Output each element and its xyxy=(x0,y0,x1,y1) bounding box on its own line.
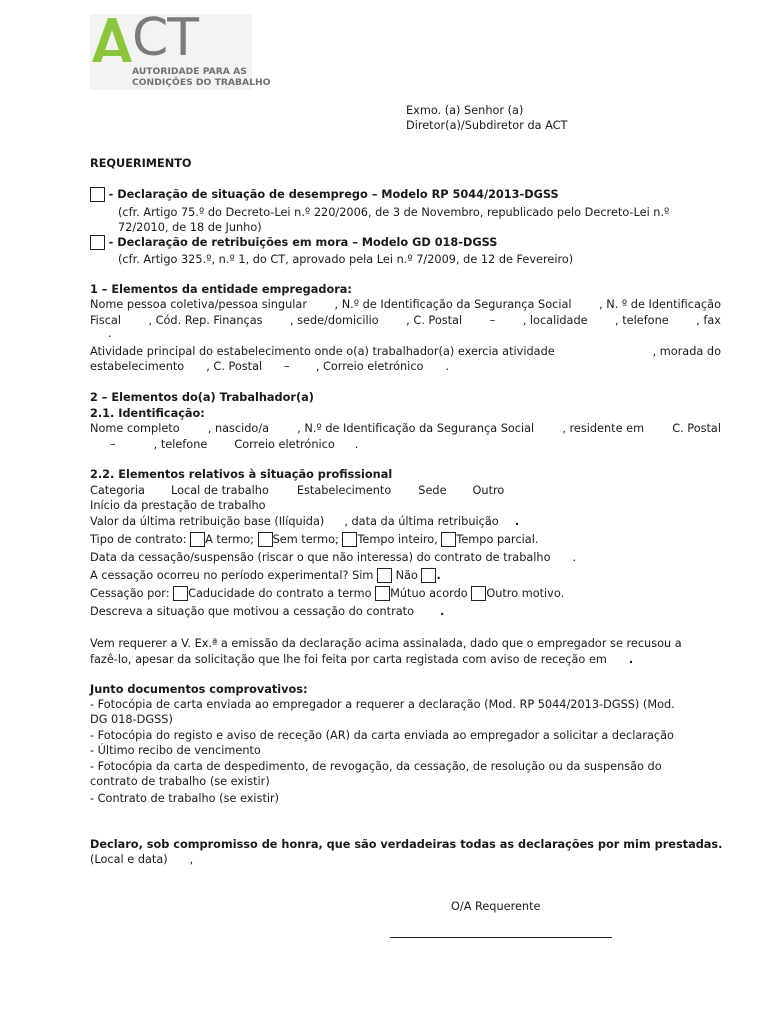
act-logo xyxy=(90,8,271,90)
addressee-line-1: Exmo. (a) Senhor (a) xyxy=(406,104,524,117)
document-item: DG 018-DGSS) xyxy=(90,713,173,726)
section-1-heading: 1 – Elementos da entidade empregadora: xyxy=(90,283,352,296)
termination-reason-line: Cessação por: Caducidade do contrato a termo Mútuo acordo Outro motivo. xyxy=(90,587,565,600)
work-start-line: Início da prestação de trabalho xyxy=(90,499,266,512)
section-2-1-heading: 2.1. Identificação: xyxy=(90,407,205,420)
worker-line-1: Nome completo , nascido/a , N.º de Identificação da Segurança Social , residente em C. Postal xyxy=(90,422,721,435)
logo-ct-text: CT xyxy=(132,8,199,68)
signature-line[interactable] xyxy=(390,937,612,938)
addressee-line-2: Diretor(a)/Subdiretor da ACT xyxy=(406,119,568,132)
declaration-text: Declaro, sob compromisso de honra, que são verdadeiras todas as declarações por mim prestadas. xyxy=(90,838,723,851)
contract-type-line: Tipo de contrato: A termo; Sem termo; Tempo inteiro, Tempo parcial. xyxy=(90,533,539,546)
probation-no-checkbox[interactable] xyxy=(421,568,436,583)
part-time-checkbox[interactable] xyxy=(441,532,456,547)
logo-a-shape xyxy=(90,14,134,64)
document-item: - Último recibo de vencimento xyxy=(90,744,261,757)
option-unemployment: - Declaração de situação de desemprego – Modelo RP 5044/2013-DGSS xyxy=(90,187,559,202)
category-line: Categoria Local de trabalho Estabelecimento Sede Outro xyxy=(90,484,505,497)
place-date-line: (Local e data) , xyxy=(90,853,194,866)
document-item: contrato de trabalho (se existir) xyxy=(90,775,270,788)
option-arrears-ref: (cfr. Artigo 325.º, n.º 1, do CT, aprovado pela Lei n.º 7/2009, de 12 de Fevereiro) xyxy=(118,253,574,266)
salary-line: Valor da última retribuição base (Ilíquida) , data da última retribuição . xyxy=(90,515,519,528)
full-time-checkbox[interactable] xyxy=(342,532,357,547)
fixed-term-checkbox[interactable] xyxy=(190,532,205,547)
employer-line-5: estabelecimento , C. Postal – , Correio eletrónico . xyxy=(90,360,450,373)
documents-heading: Junto documentos comprovativos: xyxy=(90,683,308,696)
arrears-checkbox[interactable] xyxy=(90,235,105,250)
termination-date-line: Data da cessação/suspensão (riscar o que não interessa) do contrato de trabalho . xyxy=(90,551,577,564)
worker-line-2: – , telefone Correio eletrónico . xyxy=(110,438,359,451)
mutual-agreement-checkbox[interactable] xyxy=(375,586,390,601)
document-item: - Fotocópia do registo e aviso de receção (AR) da carta enviada ao empregador a solicitar a declaração xyxy=(90,729,674,742)
document-item: - Fotocópia da carta de despedimento, de revogação, da cessação, de resolução ou da suspensão do xyxy=(90,760,662,773)
describe-line: Descreva a situação que motivou a cessação do contrato . xyxy=(90,605,445,618)
employer-line-1: Nome pessoa coletiva/pessoa singular , N.º de Identificação da Segurança Social , N. º de Identificação xyxy=(90,298,721,311)
document-title: REQUERIMENTO xyxy=(90,157,192,170)
employer-line-2: Fiscal , Cód. Rep. Finanças , sede/domicilio , C. Postal – , localidade , telefone , fax xyxy=(90,314,721,327)
option-arrears: - Declaração de retribuições em mora – Modelo GD 018-DGSS xyxy=(90,235,497,250)
permanent-checkbox[interactable] xyxy=(258,532,273,547)
probation-yes-checkbox[interactable] xyxy=(377,568,392,583)
signature-label: O/A Requerente xyxy=(451,900,541,913)
section-2-2-heading: 2.2. Elementos relativos à situação profissional xyxy=(90,468,393,481)
other-reason-checkbox[interactable] xyxy=(471,586,486,601)
option-unemployment-ref-2: 72/2010, de 18 de Junho) xyxy=(118,221,262,234)
document-item: - Fotocópia de carta enviada ao empregador a requerer a declaração (Mod. RP 5044/2013-DGSS) (Mod. xyxy=(90,698,675,711)
logo-subtitle: AUTORIDADE PARA AS CONDIÇÕES DO TRABALHO xyxy=(132,66,271,88)
unemployment-checkbox[interactable] xyxy=(90,187,105,202)
option-unemployment-ref-1: (cfr. Artigo 75.º do Decreto-Lei n.º 220/2006, de 3 de Novembro, republicado pelo Decreto-Lei n.º xyxy=(118,206,670,219)
document-item: - Contrato de trabalho (se existir) xyxy=(90,792,280,805)
employer-line-3: . xyxy=(108,327,112,340)
expiry-checkbox[interactable] xyxy=(173,586,188,601)
probation-line: A cessação ocorreu no período experimental? Sim Não . xyxy=(90,569,441,582)
employer-line-4: Atividade principal do estabelecimento onde o(a) trabalhador(a) exercia atividade , morada do xyxy=(90,345,721,358)
request-line-2: fazê-lo, apesar da solicitação que lhe foi feita por carta registada com aviso de receção em . xyxy=(90,653,634,666)
request-line-1: Vem requerer a V. Ex.ª a emissão da declaração acima assinalada, dado que o empregador se recusou a xyxy=(90,637,682,650)
section-2-heading: 2 – Elementos do(a) Trabalhador(a) xyxy=(90,391,314,404)
